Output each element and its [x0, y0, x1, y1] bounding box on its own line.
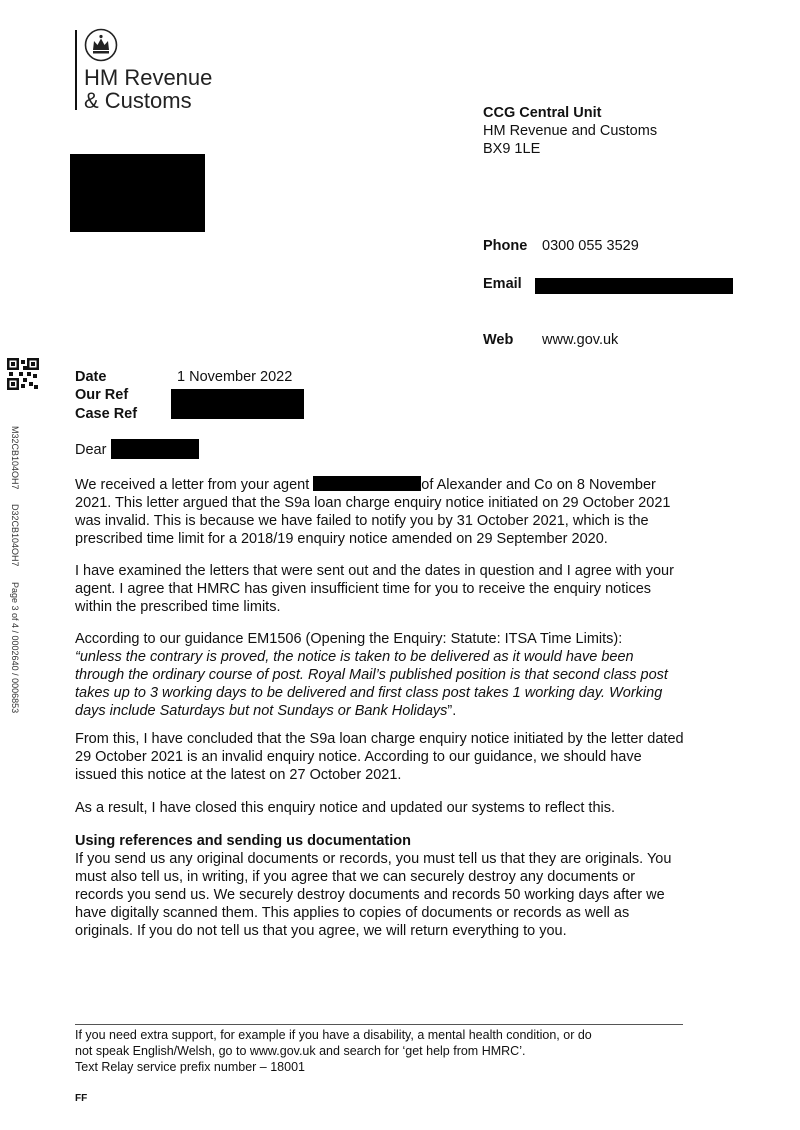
sender-address — [483, 104, 657, 158]
date-label: Date — [75, 369, 107, 385]
paragraph-documentation — [75, 832, 685, 940]
p6-text: If you send us any original documents or records, you must tell us that they are originals. You must also tell us, in writing, if you agree that we can securely destroy any documents or records you send us. We securely destroy documents and records 50 working days after we have digitally scanned them. This applies to copies of documents or records as well as originals. If you do not tell us that you agree, we will return everything to you. — [75, 851, 672, 939]
p6-heading: Using references and sending us documentation — [75, 833, 411, 849]
our-ref-label: Our Ref — [75, 387, 129, 403]
web-address: www.gov.uk — [542, 332, 619, 348]
margin-page-info: Page 3 of 4 / 0002640 / 0006853 — [10, 582, 20, 714]
hmrc-logo-text — [84, 66, 212, 112]
email-label: Email — [483, 276, 522, 292]
sender-unit: CCG Central Unit — [483, 105, 602, 121]
recipient-address-redaction — [70, 154, 205, 232]
p3-intro: According to our guidance EM1506 (Opening the Enquiry: Statute: ITSA Time Limits): — [75, 631, 623, 647]
reference-redaction — [171, 389, 304, 419]
logo-line-2: & Customs — [84, 88, 192, 113]
footer-line-3: Text Relay service prefix number – 18001 — [75, 1060, 305, 1074]
p4-text: From this, I have concluded that the S9a loan charge enquiry notice initiated by the letter dated 29 October 2021 is an invalid enquiry notice. According to our guidance, we should have issued this notice at the latest on 27 October 2021. — [75, 731, 684, 783]
sender-postcode: BX9 1LE — [483, 141, 541, 157]
salutation: Dear — [75, 442, 107, 458]
footer — [75, 1027, 695, 1075]
p3-quote-end: ”. — [447, 703, 457, 719]
paragraph-conclusion — [75, 730, 685, 784]
margin-code-1: M32CB104OH7 — [10, 426, 20, 490]
logo-line-1: HM Revenue — [84, 65, 213, 90]
case-ref-label: Case Ref — [75, 406, 138, 422]
ff-mark: FF — [75, 1093, 88, 1104]
paragraph-examined — [75, 562, 685, 616]
agent-name-redaction — [313, 476, 421, 491]
footer-line-2: not speak English/Welsh, go to www.gov.uk and search for ‘get help from HMRC’. — [75, 1044, 526, 1058]
phone-number: 0300 055 3529 — [542, 238, 639, 254]
footer-line-1: If you need extra support, for example if you have a disability, a mental health condition, or do — [75, 1028, 592, 1042]
logo-rule — [75, 30, 77, 110]
paragraph-result — [75, 799, 685, 817]
paragraph-guidance — [75, 630, 685, 720]
p1-agent-firm: of Alexander and Co on 8 November — [421, 477, 656, 493]
royal-crown-crest-icon — [84, 28, 118, 62]
p2-text: I have examined the letters that were sent out and the dates in question and I agree with your agent. I agree that HMRC has given insufficient time for you to receive the enquiry notices within the prescribed time limits. — [75, 563, 674, 615]
web-label: Web — [483, 332, 514, 348]
p1-lead-text: We received a letter from your agent — [75, 477, 310, 493]
p3-quote: “unless the contrary is proved, the notice is taken to be delivered as it would have been through the ordinary course of post. Royal Mail’s published position is that second class post takes up to 3 working days to be delivered and first class post takes 1 working day. Working days include Saturdays but not Sundays or Bank Holidays — [75, 649, 668, 719]
margin-code-2: D32CB104OH7 — [10, 504, 20, 567]
qr-code-icon — [7, 358, 39, 390]
paragraph-agent-letter — [75, 476, 685, 548]
recipient-name-redaction — [111, 439, 199, 459]
letter-date: 1 November 2022 — [177, 369, 293, 385]
sender-org: HM Revenue and Customs — [483, 123, 658, 139]
phone-label: Phone — [483, 238, 528, 254]
p1-body: 2021. This letter argued that the S9a loan charge enquiry notice initiated on 29 October 2021 was invalid. This is because we have failed to notify you by 31 October 2021, which is the prescribed time limit for a 2018/19 enquiry notice amended on 29 September 2020. — [75, 495, 671, 547]
footer-rule — [75, 1024, 683, 1025]
email-redaction — [535, 278, 733, 294]
p5-text: As a result, I have closed this enquiry notice and updated our systems to reflect this. — [75, 800, 616, 816]
